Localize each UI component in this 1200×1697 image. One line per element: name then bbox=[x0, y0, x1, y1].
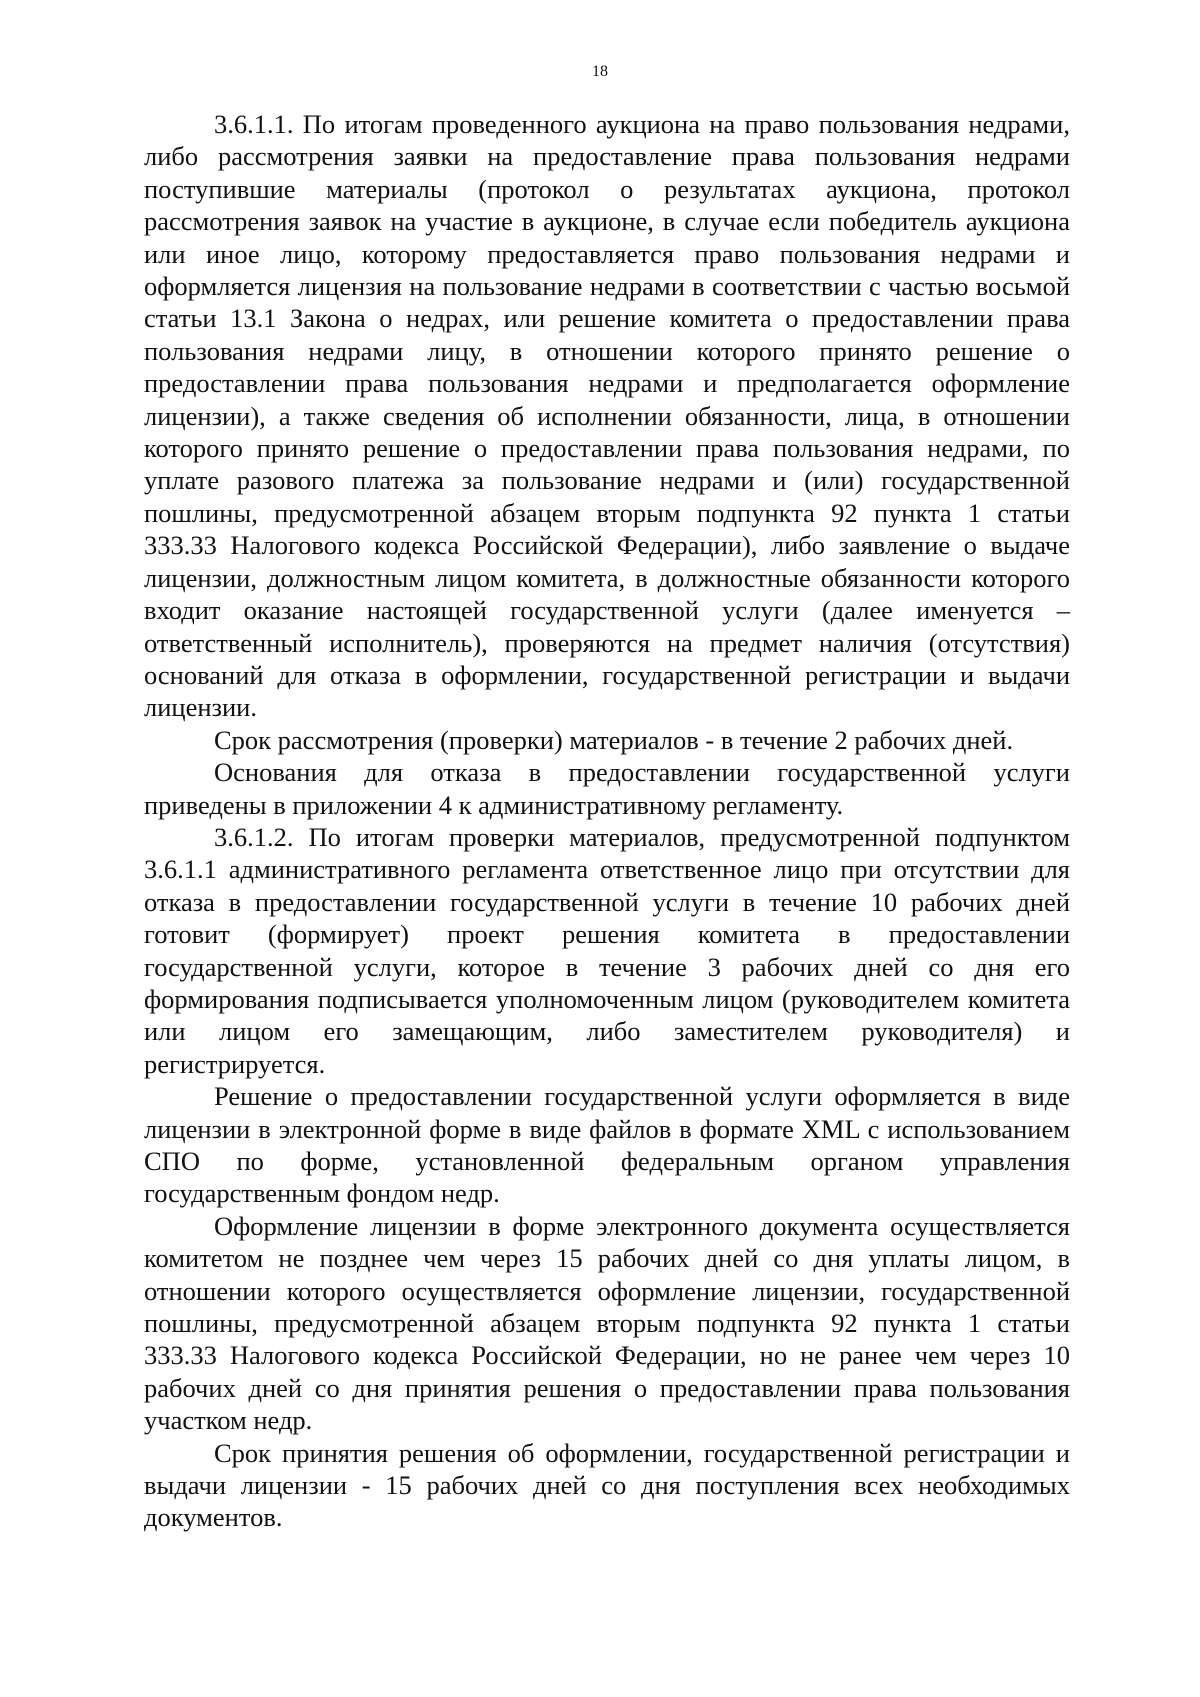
paragraph-3-6-1-1: 3.6.1.1. По итогам проведенного аукциона на право пользования недрами, либо рассмотрения заявки на предоставление права пользования недрами поступившие материалы (протокол о результатах аукциона, протокол рассмотрения заявок на участие в аукционе, в случае если победитель аукциона или иное лицо, которому предоставляется право пользования недрами и оформляется лицензия на пользование недрами в соответствии с частью восьмой статьи 13.1 Закона о недрах, или решение комитета о предоставлении права пользования недрами лицу, в отношении которого принято решение о предоставлении права пользования недрами и предполагается оформление лицензии), а также сведения об исполнении обязанности, лица, в отношении которого принято решение о предоставлении права пользования недрами, по уплате разового платежа за пользование недрами и (или) государственной пошлины, предусмотренной абзацем вторым подпункта 92 пункта 1 статьи 333.33 Налогового кодекса Российской Федерации), либо заявление о выдаче лицензии, должностным лицом комитета, в должностные обязанности которого входит оказание настоящей государственной услуги (далее именуется – ответственный исполнитель), проверяются на предмет наличия (отсутствия) оснований для отказа в оформлении, государственной регистрации и выдачи лицензии. bbox=[144, 109, 1070, 723]
paragraph-license-issuance: Оформление лицензии в форме электронного документа осуществляется комитетом не позднее чем через 15 рабочих дней со дня уплаты лицом, в отношении которого осуществляется оформление лицензии, государственной пошлины, предусмотренной абзацем вторым подпункта 92 пункта 1 статьи 333.33 Налогового кодекса Российской Федерации, но не ранее чем через 10 рабочих дней со дня принятия решения о предоставлении права пользования участком недр. bbox=[144, 1210, 1070, 1436]
paragraph-3-6-1-2: 3.6.1.2. По итогам проверки материалов, предусмотренной подпунктом 3.6.1.1 административного регламента ответственное лицо при отсутствии для отказа в предоставлении государственной услуги в течение 10 рабочих дней готовит (формирует) проект решения комитета в предоставлении государственной услуги, которое в течение 3 рабочих дней со дня его формирования подписывается уполномоченным лицом (руководителем комитета или лицом его замещающим, либо заместителем руководителя) и регистрируется. bbox=[144, 821, 1070, 1079]
paragraph-license-format: Решение о предоставлении государственной услуги оформляется в виде лицензии в электронной форме в виде файлов в формате XML с использованием СПО по форме, установленной федеральным органом управления государственным фондом недр. bbox=[144, 1081, 1070, 1209]
paragraph-refusal-grounds: Основания для отказа в предоставлении государственной услуги приведены в приложении 4 к административному регламенту. bbox=[144, 757, 1070, 820]
paragraph-review-term: Срок рассмотрения (проверки) материалов - в течение 2 рабочих дней. bbox=[214, 724, 1014, 755]
page-number: 18 bbox=[592, 63, 608, 80]
paragraph-decision-term: Срок принятия решения об оформлении, государственной регистрации и выдачи лицензии - 15 рабочих дней со дня поступления всех необходимых документов. bbox=[144, 1437, 1070, 1533]
document-body bbox=[144, 108, 1070, 1534]
